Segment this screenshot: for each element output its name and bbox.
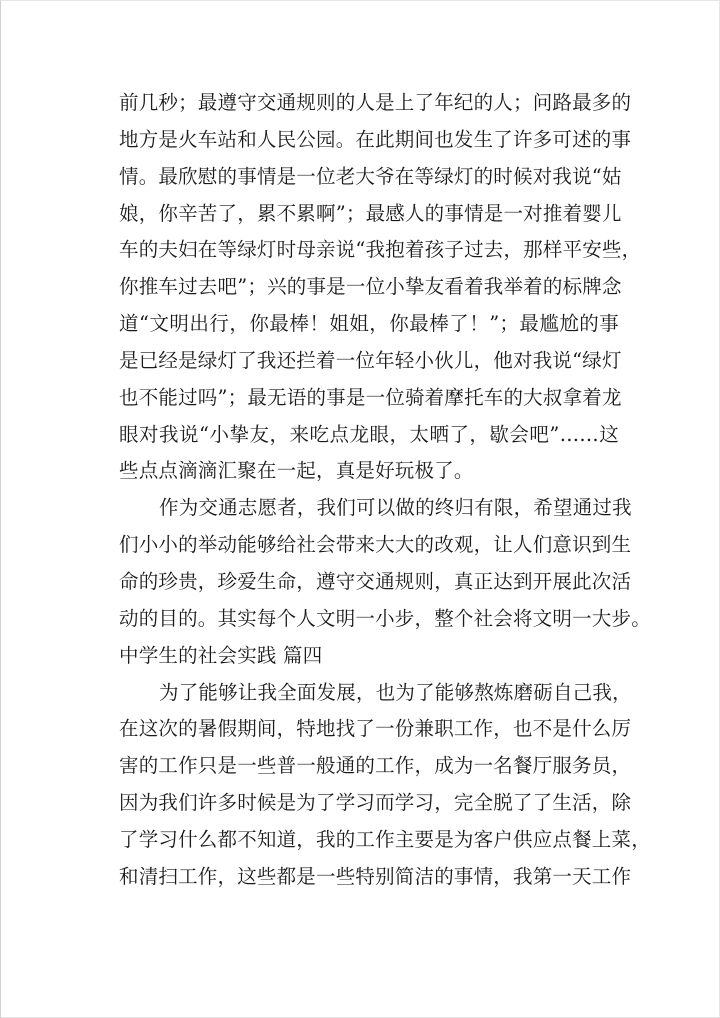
text-line: 车的夫妇在等绿灯时母亲说“我抱着孩子过去，那样平安些， (119, 238, 642, 262)
text-line: 因为我们许多时候是为了学习而学习，完全脱了了生活，除 (119, 791, 632, 815)
body-text (119, 85, 651, 896)
text-line: 眼对我说“小挚友，来吃点龙眼，太晒了，歇会吧”……这 (119, 422, 619, 446)
text-line: 地方是火车站和人民公园。在此期间也发生了许多可述的事 (119, 127, 632, 151)
text-line: 你推车过去吧”；兴的事是一位小挚友看着我举着的标牌念 (119, 275, 622, 299)
text-line: 娘，你辛苦了，累不累啊”；最感人的事情是一对推着婴儿 (119, 201, 622, 225)
text-line: 害的工作只是一些普一般通的工作，成为一名餐厅服务员， (119, 754, 632, 778)
paragraph-start-line: 为了能够让我全面发展，也为了能够熬炼磨砺自己我， (159, 680, 632, 704)
paragraph-start-line: 作为交通志愿者，我们可以做的终归有限，希望通过我 (159, 496, 632, 520)
text-line: 道“文明出行，你最棒！姐姐，你最棒了！”；最尴尬的事 (119, 312, 619, 336)
text-line: 命的珍贵，珍爱生命，遵守交通规则，真正达到开展此次活 (119, 569, 632, 593)
text-line: 情。最欣慰的事情是一位老大爷在等绿灯的时候对我说“姑 (119, 164, 622, 188)
text-line: 在这次的暑假期间，特地找了一份兼职工作，也不是什么厉 (119, 717, 632, 741)
text-line: 也不能过吗”；最无语的事是一位骑着摩托车的大叔拿着龙 (119, 385, 622, 409)
text-line: 和清扫工作，这些都是一些特别简洁的事情，我第一天工作 (119, 864, 632, 888)
text-line: 了学习什么都不知道，我的工作主要是为客户供应点餐上菜， (119, 827, 651, 851)
text-line: 些点点滴滴汇聚在一起，真是好玩极了。 (119, 459, 474, 483)
text-line: 是已经是绿灯了我还拦着一位年轻小伙儿，他对我说“绿灯 (119, 348, 622, 372)
text-line: 动的目的。其实每个人文明一小步，整个社会将文明一大步。 (119, 606, 651, 630)
text-line: 们小小的举动能够给社会带来大大的改观，让人们意识到生 (119, 533, 632, 557)
text-line: 前几秒；最遵守交通规则的人是上了年纪的人；问路最多的 (119, 91, 632, 114)
section-heading: 中学生的社会实践 篇四 (119, 643, 323, 667)
